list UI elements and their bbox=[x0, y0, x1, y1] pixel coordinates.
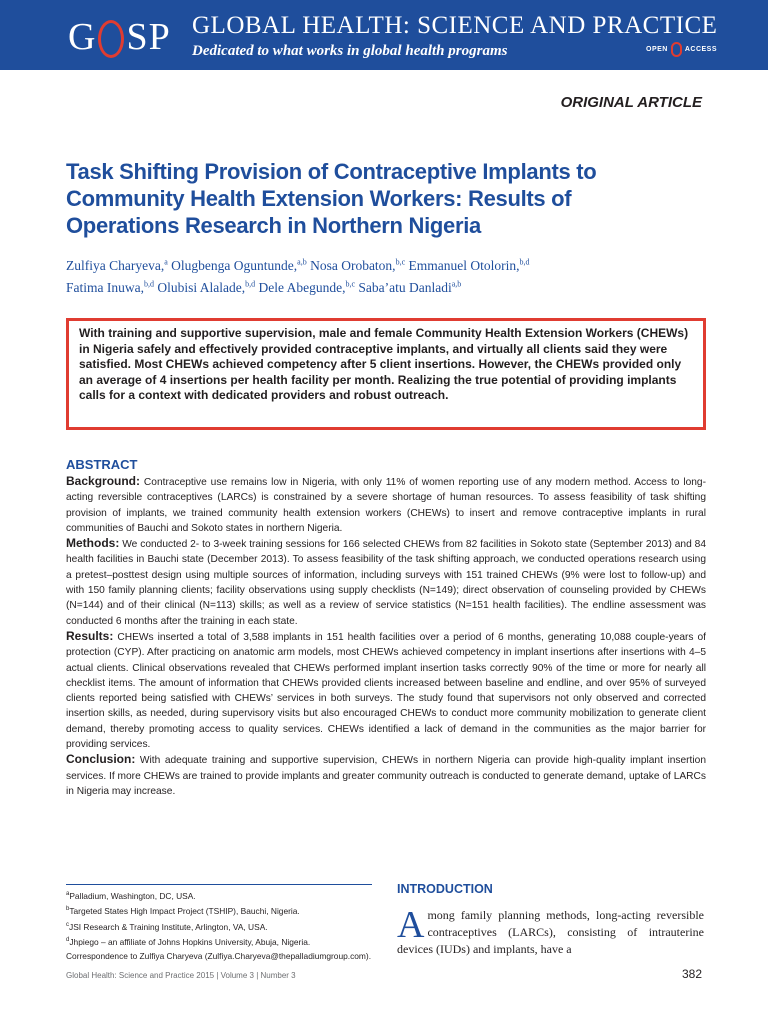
author[interactable]: Olugbenga Oguntunde,$^{a,b}$ bbox=[171, 257, 307, 273]
footnote: $^b$Targeted States High Impact Project (TSHIP), Bauchi, Nigeria. bbox=[66, 906, 300, 917]
author-list bbox=[66, 252, 706, 297]
author[interactable]: Saba’atu Danladi$^{a,b}$ bbox=[358, 279, 462, 295]
abstract-background: Background: Contraceptive use remains low in Nigeria, with only 11% of women reporting use of any modern method. Access to long-acting reversible contraceptives (LARCs) is constrained by a severe shortage of human resources. To assess feasibility of task shifting provision of implants, we trained community health extension workers (CHEWs) to insert and remove contraceptive implants in rural communities of Bauchi and Sokoto states in northern Nigeria. bbox=[66, 474, 706, 534]
article-title: Task Shifting Provision of Contraceptive Implants to Community Health Extension Workers: Results of Operations Research in Northern Nigeria bbox=[66, 159, 597, 238]
author[interactable]: Dele Abegunde,$^{b,c}$ bbox=[258, 279, 356, 295]
open-access-lock-icon bbox=[671, 42, 682, 57]
key-findings-text: With training and supportive supervision, male and female Community Health Extension Workers (CHEWs) in Nigeria safely and effectively provided contraceptive implants, and virtually all clients said they were satisfied. Most CHEWs achieved competency after 5 client insertions. However, the CHEWs provided only an average of 4 insertions per health facility per month. Realizing the true potential of providing implants calls for a context with dedicated providers and robust outreach. bbox=[79, 326, 689, 403]
author[interactable]: Nosa Orobaton,$^{b,c}$ bbox=[310, 257, 406, 273]
article-type: ORIGINAL ARTICLE bbox=[560, 94, 702, 111]
logo-seal-icon bbox=[98, 20, 124, 58]
author[interactable]: Fatima Inuwa,$^{b,d}$ bbox=[66, 279, 154, 295]
journal-tagline: Dedicated to what works in global health programs bbox=[192, 43, 508, 59]
abstract-section bbox=[66, 457, 706, 799]
footer-citation: Global Health: Science and Practice 2015 | Volume 3 | Number 3 bbox=[66, 971, 296, 980]
introduction-body: Among family planning methods, long-acting reversible contraceptives (LARCs), consisting of intrauterine devices (IUDs) and implants, have a bbox=[397, 904, 704, 956]
page-number: 382 bbox=[681, 967, 702, 981]
footnote: $^d$Jhpiego – an affiliate of Johns Hopkins University, Abuja, Nigeria. bbox=[66, 936, 311, 947]
results-label: Results: bbox=[66, 628, 114, 643]
open-label: OPEN bbox=[646, 46, 668, 53]
methods-label: Methods: bbox=[66, 536, 120, 551]
abstract-methods: Methods: We conducted 2- to 3-week training sessions for 166 selected CHEWs from 82 facilities in Sokoto state (September 2013) and 84 health facilities in Bauchi state (December 2013). To assess feasibility of the task shifting approach, we conducted operations research using a pretest–posttest design using multiple sources of information, including surveys with 151 trained CHEWs (9% were lost to follow-up) and with 150 family planning clients; facility observations using supply checklists (N=149); direct observation of counseling provided by CHEWs (N=144) and of their clinical (N=113) skills; as well as a review of service statistics (N=151 health facilities). The endline assessment was conducted 6 months after the training in each state. bbox=[66, 536, 706, 627]
abstract-results: Results: CHEWs inserted a total of 3,588 implants in 151 health facilities over a period of 6 months, generating 10,088 couple-years of protection (CYP). After practicing on anatomic arm models, most CHEWs achieved competency in implant insertions after insertions with 4–5 actual clients. Clinical observations revealed that CHEWs performed implant insertion tasks correctly 90% of the time or more for nearly all checklist items. The amount of information that CHEWs provided clients increased between baseline and endline, and over 95% of surveyed clients reported being satisfied with CHEWs’ services in both surveys. The study found that supervisors not only observed and corrected insertion skills, as needed, during supervisory visits but also encouraged CHEWs to conduct more community mobilization to generate client demand, thereby promoting access to quality services. CHEWs identified a lack of demand in the communities as the major barrier for providing services. bbox=[66, 628, 706, 751]
conclusion-label: Conclusion: bbox=[66, 752, 136, 767]
logo-letter-g: G bbox=[68, 16, 97, 58]
key-findings-box bbox=[66, 318, 706, 430]
access-label: ACCESS bbox=[684, 46, 718, 53]
drop-cap: A bbox=[397, 904, 425, 946]
author[interactable]: Olubisi Alalade,$^{b,d}$ bbox=[157, 279, 256, 295]
introduction-heading: INTRODUCTION bbox=[397, 882, 493, 896]
affiliation-footnotes bbox=[66, 888, 384, 963]
footnote: $^c$JSI Research & Training Institute, Arlington, VA, USA. bbox=[66, 921, 268, 932]
author[interactable]: Emmanuel Otolorin,$^{b,d}$ bbox=[408, 257, 530, 273]
journal-logo bbox=[68, 16, 171, 58]
journal-banner bbox=[0, 0, 768, 70]
abstract-conclusion: Conclusion: With adequate training and supportive supervision, CHEWs in northern Nigeria can provide high-quality implant insertion services. If more CHEWs are trained to provide implants and greater community outreach is conducted to generate demand, uptake of LARCs in Nigeria may increase. bbox=[66, 752, 706, 797]
open-access-badge bbox=[646, 42, 717, 57]
footnote: $^a$Palladium, Washington, DC, USA. bbox=[66, 890, 196, 901]
footnote-divider bbox=[66, 884, 372, 885]
journal-title: GLOBAL HEALTH: SCIENCE AND PRACTICE bbox=[192, 12, 718, 39]
abstract-heading: ABSTRACT bbox=[66, 457, 138, 472]
logo-letters-sp: SP bbox=[126, 16, 171, 58]
correspondence[interactable]: Correspondence to Zulfiya Charyeva (Zulfiya.Charyeva@thepalladiumgroup.com). bbox=[66, 950, 372, 961]
background-label: Background: bbox=[66, 474, 141, 488]
author[interactable]: Zulfiya Charyeva,$^a$ bbox=[66, 257, 168, 273]
